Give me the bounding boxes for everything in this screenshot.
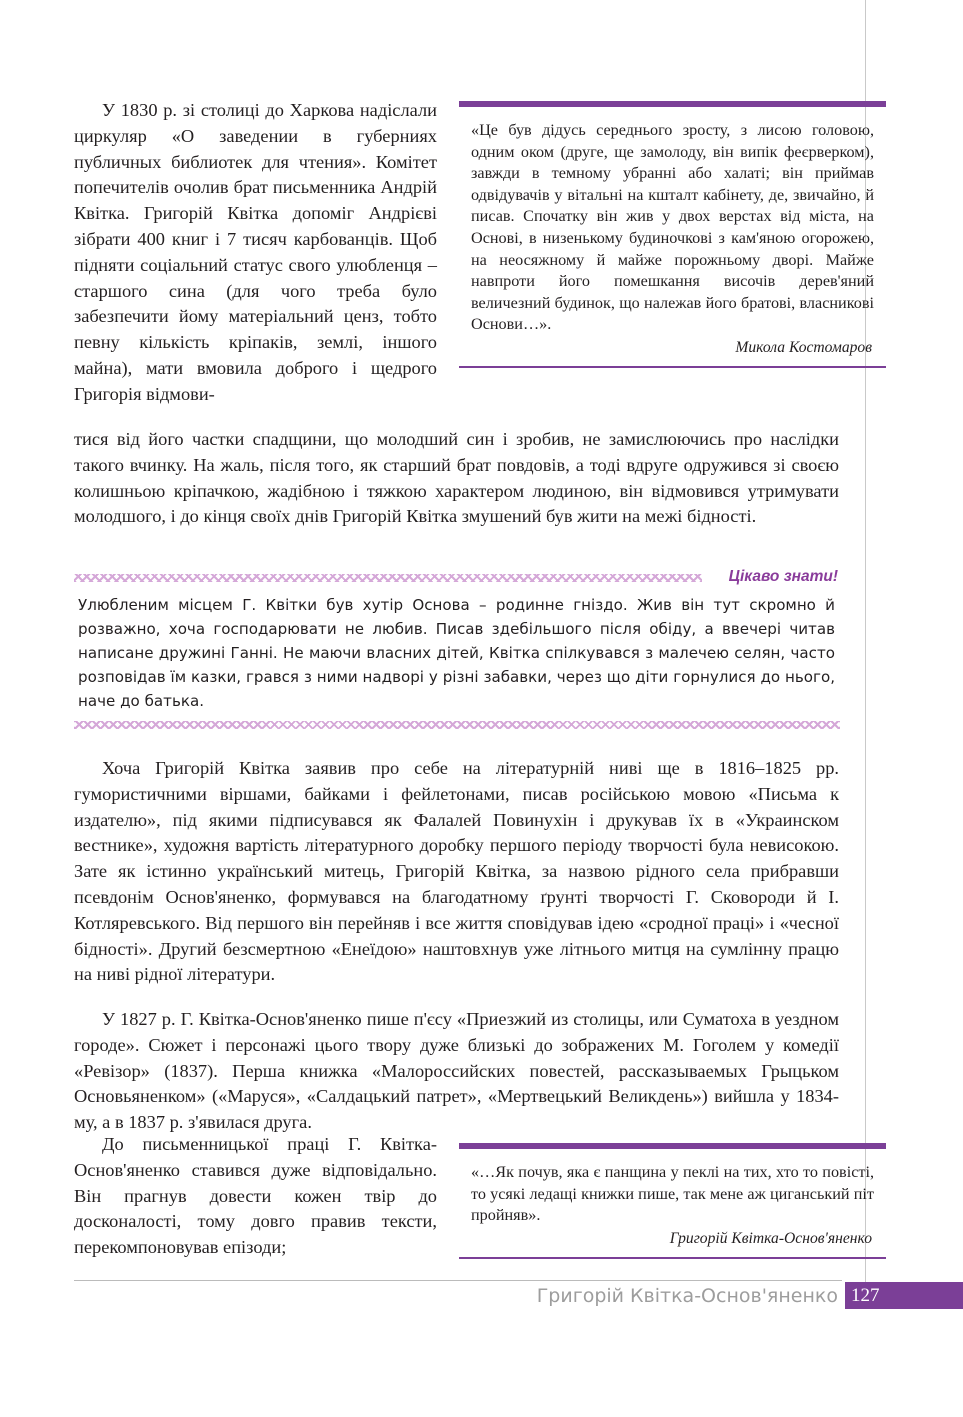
running-footer-title: Григорій Квітка-Основ'яненко xyxy=(536,1285,838,1307)
footer-divider xyxy=(74,1280,842,1281)
paragraph-writing-work: До письменницької праці Г. Квітка-Основ'яненко ставився дуже відповідально. Він прагнув довести кожен твір до досконалості, тому довго правив тексти, перекомпоновував епізоди; xyxy=(74,1134,437,1258)
did-you-know-text: Улюбленим місцем Г. Квітки був хутір Основа – родинне гніздо. Жив він тут скромно й розважно, хоча господарювати не любив. Писав здебільшого після обіду, а ввечері читав написане дружині Ганні. Не маючи власних дітей, Квітка спілкувався з малечею селян, часто розповідав їм казки, грався з ними надворі у різні забавки, через що діти горнулися до нього, наче до батька. xyxy=(78,596,835,710)
quote-text: «…Як почув, яка є панщина у пеклі на тих, хто то повісті, то усякі ледащі книжки пише, так мене аж циганський піт пройняв». xyxy=(471,1163,874,1225)
quote-text: «Це був дідусь середнього зросту, з лисою головою, одним оком (друге, ще замолоду, він випік феєрверком), завжди в темному убранні або халаті; він приймав одвідувачів у вітальні на кшталт кабінету, де, звичайно, й писав. Спочатку він жив у двох верстах від міста, на Основі, в низенькому будиночкові з кам'яною огорожею, на неосяжному й майже порожньому дворі. Майже навпроти його помешкання височів дерев'яний величезний будинок, що належав його братові, власникові Основи…». xyxy=(471,121,874,334)
quote-box-kostomarov xyxy=(459,101,886,368)
paragraph-intro: У 1830 р. зі столиці до Харкова надіслали циркуляр «О заведении в губерниях публичных библиотек для чтения». Комітет попечителів очолив брат письменника Андрій Квітка. Григорій Квітка допоміг Андрієві зібрати 400 книг і 7 тисяч карбованців. Щоб підняти соціальний статус свого улюбленця – старшого сина (для чого треба було забезпечити йому матеріальний ценз, тобто певну кількість кріпаків, землі, іншого майна), мати вмовила доброго і щедрого Григорія відмови- xyxy=(74,100,437,404)
quote-box-kvitka xyxy=(459,1143,886,1259)
paragraph-intro-continued: тися від його частки спадщини, що молодший син і зробив, не замислюючись про наслідки такого вчинку. На жаль, після того, як старший брат повдовів, а тоді вдруге одружився зі своєю колишньою кріпачкою, жадібною і тяжкою характером людиною, він відмовився утримувати молодшого, і до кінця своїх днів Григорій Квітка змушений був жити на межі бідності. xyxy=(74,429,839,527)
quote-author: Григорій Квітка-Основ'яненко xyxy=(669,1229,872,1247)
page-number: 127 xyxy=(845,1282,963,1309)
quote-author: Микола Костомаров xyxy=(735,338,872,356)
paragraph-works-1827: У 1827 р. Г. Квітка-Основ'яненко пише п'єсу «Приезжий из столицы, или Суматоха в уездном городе». Сюжет і персонажі цього твору дуже близькі до зображених М. Гоголем у комедії «Ревізор» (1837). Перша книжка «Малороссийских повестей, рассказываемых Грыцьком Основьяненком» («Маруся», «Салдацький патрет», «Мертвецький Великдень») вийшла у 1834-му, а в 1837 р. з'явилася друга. xyxy=(74,1009,839,1133)
paragraph-literary-debut: Хоча Григорій Квітка заявив про себе на літературній ниві ще в 1816–1825 рр. гумористичними віршами, байками і фейлетонами, писав російською мовою «Письма к издателю», під якими підписувався як Фалалей Повинухін і друкував їх в «Украинском вестнике», художня вартість літературного доробку першого періоду творчості була невисокою. Зате як істинно український митець, Григорій Квітка, за назвою рідного села прибравши псевдонім Основ'яненко, формувався на благодатному ґрунті творчості Г. Сковороди й І. Котляревського. Від першого він перейняв і все життя сповідував ідею «сродної праці» і «чесної бідності». Другий безсмертною «Енеїдою» наштовхнув уже літнього митця на сумлінну працю на ниві рідної літератури. xyxy=(74,758,839,985)
ornament-top xyxy=(74,574,702,582)
did-you-know-label: Цікаво знати! xyxy=(728,568,838,585)
ornament-bottom xyxy=(74,721,840,729)
